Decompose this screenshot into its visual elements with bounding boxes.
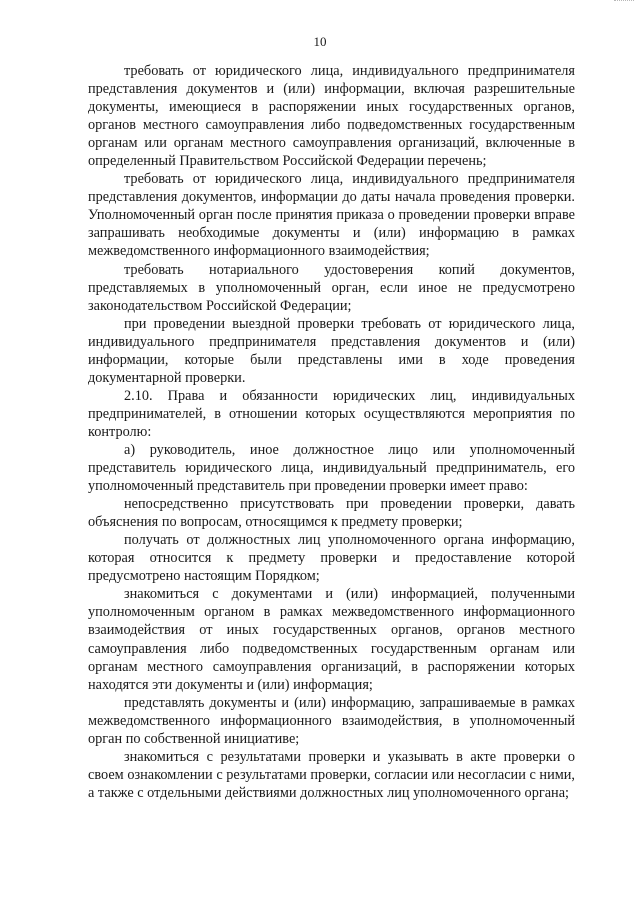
paragraph-8: получать от должностных лиц уполномоченного органа информацию, которая относится к предмету проверки и предоставление которой предусмотрено настоящим Порядком;	[88, 532, 575, 585]
paragraph-2: требовать от юридического лица, индивидуального предпринимателя представления документов, информации до даты начала проведения проверки. Уполномоченный орган после принятия приказа о проведении проверки вправе запрашивать необходимые документы и (или) информацию в рамках межведомственного информационного взаимодействия;	[88, 171, 575, 260]
paragraph-3: требовать нотариального удостоверения копий документов, представляемых в уполномоченный орган, если иное не предусмотрено законодательством Российской Федерации;	[88, 261, 575, 314]
scan-corner-mark	[614, 0, 634, 3]
document-body	[88, 62, 575, 802]
paragraph-4: при проведении выездной проверки требовать от юридического лица, индивидуального предпринимателя представления документов и (или) информации, которые были представлены ими в ходе проведения документарной проверки.	[88, 315, 575, 386]
paragraph-1: требовать от юридического лица, индивидуального предпринимателя представления документов и (или) информации, включая разрешительные документы, имеющиеся в распоряжении иных государственных органов, органов местного самоуправления либо подведомственных государственным органам или органам местного самоуправления организаций, включенные в определенный Правительством Российской Федерации перечень;	[88, 63, 575, 170]
paragraph-6: а) руководитель, иное должностное лицо или уполномоченный представитель юридического лица, индивидуальный предприниматель, его уполномоченный представитель при проведении проверки имеет право:	[88, 441, 575, 495]
paragraph-10: представлять документы и (или) информацию, запрашиваемые в рамках межведомственного информационного взаимодействия, в уполномоченный орган по собственной инициативе;	[88, 694, 575, 747]
paragraph-5: 2.10. Права и обязанности юридических лиц, индивидуальных предпринимателей, в отношении которых осуществляются мероприятия по контролю:	[88, 387, 575, 440]
page-number: 10	[313, 34, 327, 49]
paragraph-9: знакомиться с документами и (или) информацией, полученными уполномоченным органом в рамках межведомственного информационного взаимодействия от иных государственных органов, органов местного самоуправления либо подведомственных государственным органам или органам местного самоуправления организаций, в распоряжении которых находятся эти документы и (или) информация;	[88, 586, 575, 693]
paragraph-7: непосредственно присутствовать при проведении проверки, давать объяснения по вопросам, относящимся к предмету проверки;	[88, 496, 575, 531]
paragraph-11: знакомиться с результатами проверки и указывать в акте проверки о своем ознакомлении с результатами проверки, согласии или несогласии с ними, а также с отдельными действиями должностных лиц уполномоченного органа;	[88, 748, 575, 801]
